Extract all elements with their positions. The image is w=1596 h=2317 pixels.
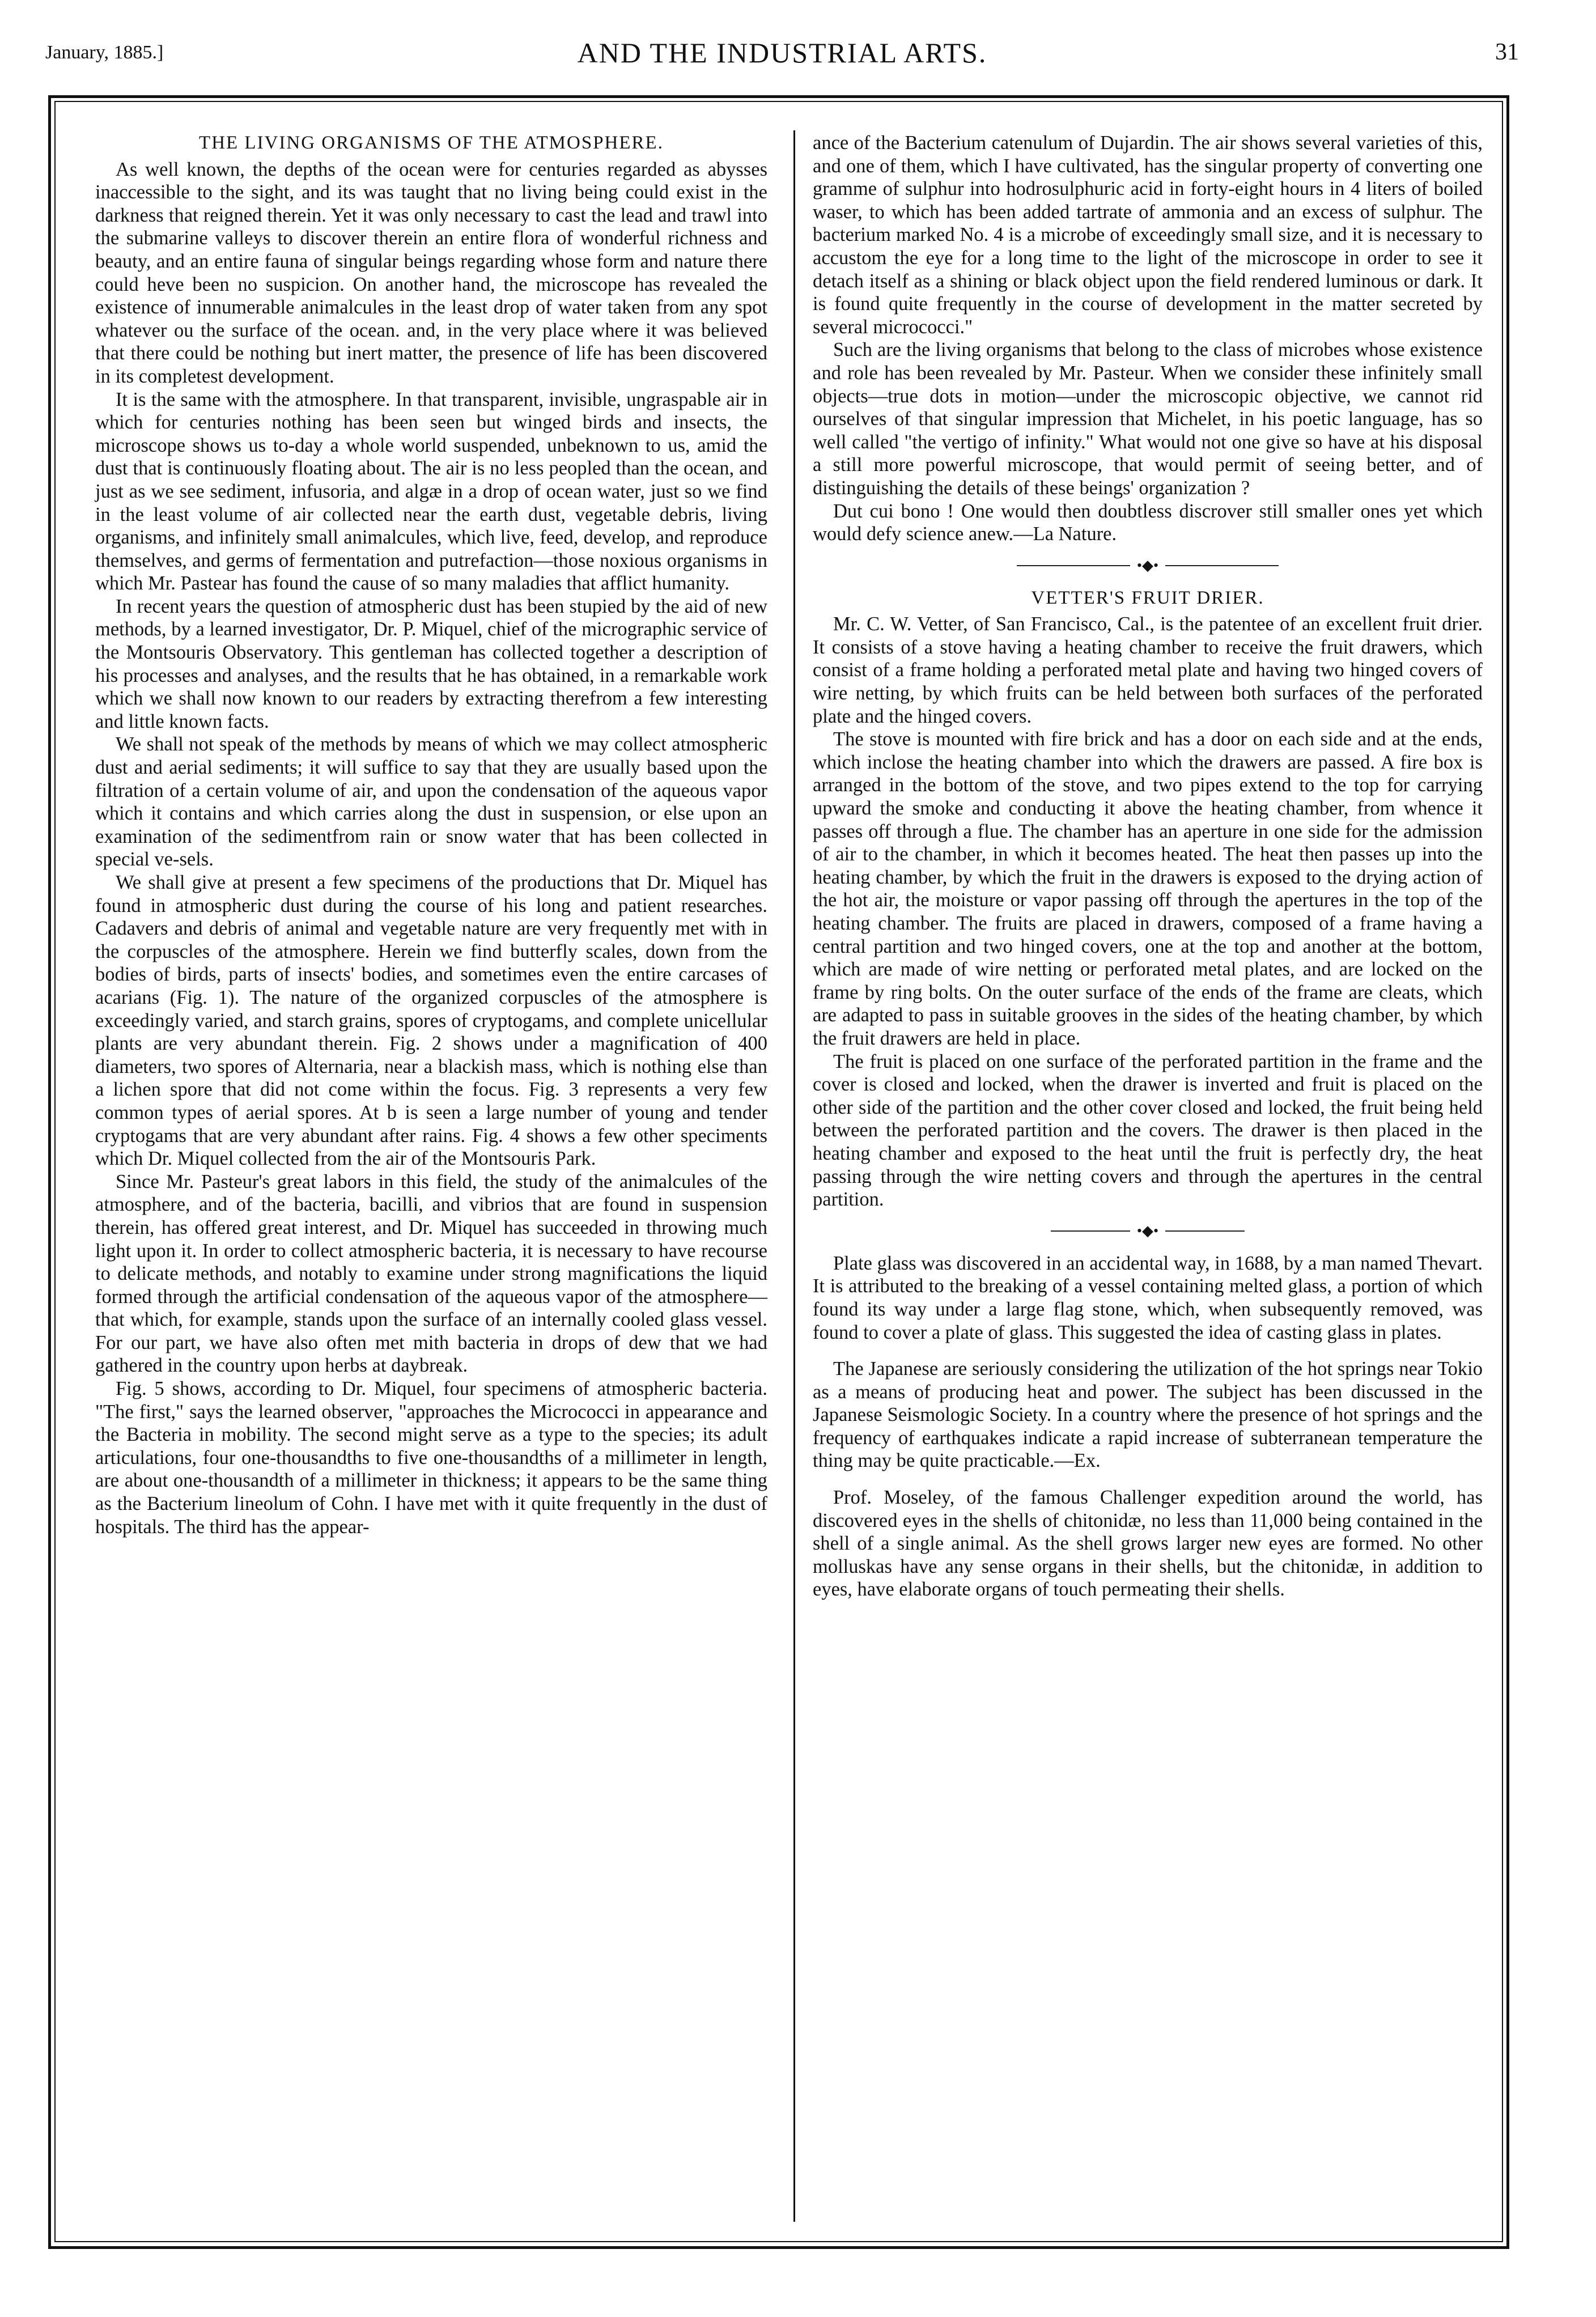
article-paragraph: As well known, the depths of the ocean were for centuries regarded as abysses inaccessible to the sight, and its was taught that no living being could exist in the darkness that reigned therein. Yet it was only necessary to cast the lead and trawl into the submarine valleys to discover therein an entire flora of wonderful richness and beauty, and an entire fauna of singular beings regarding whose form and nature there could heve been no suspicion. On another hand, the microscope has revealed the existence of innumerable animalcules in the least drop of water taken from any spot whatever ou the surface of the ocean. and, in the very place where it was believed that there could be nothing but inert matter, the presence of life has been discovered in its completest development. xyxy=(95,158,767,387)
section-separator xyxy=(813,1211,1483,1252)
separator-line-right xyxy=(1165,1230,1245,1232)
article-paragraph: The stove is mounted with fire brick and has a door on each side and at the ends, which inclose the heating chamber into which the drawers are passed. A fire box is arranged in the bottom of the stove, and two pipes extend to the top for carrying upward the smoke and conducting it above the heating chamber, from whence it passes off through a flue. The chamber has an aperture in one side for the admission of air to the chamber, in which it becomes heated. The heat then passes up into the heating chamber, by which the fruit in the drawers is exposed to the drying action of the hot air, the moisture or vapor passing off through the apertures in the top of the heating chamber. The fruits are placed in drawers, composed of a frame having a central partition and two hinged covers, one at the top and another at the bottom, which are made of wire netting or perforated metal plates, and are locked on the frame by ring bolts. On the outer surface of the ends of the frame are cleats, which are adapted to pass in suitable grooves in the sides of the heating chamber, by which the fruit drawers are held in place. xyxy=(813,728,1483,1049)
separator-line-left xyxy=(1017,565,1130,566)
section-separator xyxy=(813,546,1483,587)
separator-ornament: •◆• xyxy=(1136,1222,1159,1239)
article-paragraph: Mr. C. W. Vetter, of San Francisco, Cal., is the patentee of an excellent fruit drier. It consists of a stove having a heating chamber to receive the fruit drawers, which consist of a frame holding a perforated metal plate and having two hinged covers of wire netting, by which fruits can be held between both surfaces of the perforated plate and the hinged covers. xyxy=(813,613,1483,727)
note-plate-glass: Plate glass was discovered in an accidental way, in 1688, by a man named Thevart. It is attributed to the breaking of a vessel containing melted glass, a portion of which found its way under a large flag stone, which, when subsequently removed, was found to cover a plate of glass. This suggested the idea of casting glass in plates. xyxy=(813,1252,1483,1343)
article-source-line: Dut cui bono ! One would then doubtless discrover still smaller ones yet which would defy science anew.—La Nature. xyxy=(813,500,1483,545)
note-spacer xyxy=(813,1344,1483,1357)
column-divider xyxy=(793,130,795,2222)
separator-line-left xyxy=(1051,1230,1130,1232)
article-paragraph: Such are the living organisms that belong to the class of microbes whose existence and role has been revealed by Mr. Pasteur. When we consider these infinitely small objects—true dots in motion—under the microscopic objective, we cannot rid ourselves of that singular impression that Michelet, in his poetic language, has so well called "the vertigo of infinity." What would not one give so have at his disposal a still more powerful microscope, that would permit of seeing better, and of distinguishing the details of these beings' organization ? xyxy=(813,339,1483,499)
separator-line-right xyxy=(1165,565,1279,566)
right-column xyxy=(813,131,1483,1601)
note-chitonidae-eyes: Prof. Moseley, of the famous Challenger expedition around the world, has discovered eyes in the shells of chitonidæ, no less than 11,000 being contained in the shell of a single animal. As the shell grows larger new eyes are formed. No other molluskas have any sense organs in their shells, but the chitonidæ, in addition to eyes, have elaborate organs of touch permeating their shells. xyxy=(813,1487,1483,1601)
article-paragraph: It is the same with the atmosphere. In that transparent, invisible, ungraspable air in which for centuries nothing has been seen but winged birds and insects, the microscope shows us to-day a whole world suspended, unbeknown to us, amid the dust that is continuously floating about. The air is no less peopled than the ocean, and just as we see sediment, infusoria, and algæ in a drop of ocean water, just so we find in the least volume of air collected near the earth dust, vegetable debris, living organisms, and infinitely small animalcules, which live, feed, develop, and reproduce themselves, and germs of fermentation and putrefaction—those noxious organisms in which Mr. Pastear has found the cause of so many maladies that afflict humanity. xyxy=(95,388,767,595)
article-paragraph: The fruit is placed on one surface of the perforated partition in the frame and the cover is closed and locked, when the drawer is inverted and fruit is placed on the other side of the partition and the other cover closed and locked, the fruit being held between the perforated partition and the covers. The drawer is then placed in the heating chamber and exposed to the heat until the fruit is perfectly dry, the heat passing through the wire netting covers and through the apertures in the central partition. xyxy=(813,1050,1483,1211)
article-paragraph: Since Mr. Pasteur's great labors in this field, the study of the animalcules of the atmosphere, and of the bacteria, bacilli, and vibrios that are found in suspension therein, has offered great interest, and Dr. Miquel has succeeded in throwing much light upon it. In order to collect atmospheric bacteria, it is necessary to have recourse to delicate methods, and notably to examine under strong magnifications the liquid formed through the artificial condensation of the aqueous vapor of the atmosphere—that which, for example, stands upon the surface of an internally cooled glass vessel. For our part, we have also often met mith bacteria in drops of dew that we had gathered in the country upon herbs at daybreak. xyxy=(95,1170,767,1377)
separator-ornament: •◆• xyxy=(1136,557,1159,574)
page-header xyxy=(45,33,1519,73)
note-japanese-hot-springs: The Japanese are seriously considering the utilization of the hot springs near Tokio as a means of producing heat and power. The subject has been discussed in the Japanese Seismologic Society. In a country where the presence of hot springs and the frequency of earthquakes indicate a rapid increase of subterranean temperature the thing may be quite practicable.—Ex. xyxy=(813,1358,1483,1472)
article-title-living-organisms: THE LIVING ORGANISMS OF THE ATMOSPHERE. xyxy=(199,133,664,153)
issue-date: January, 1885.] xyxy=(45,42,164,63)
left-column xyxy=(95,131,767,1538)
article-paragraph: We shall not speak of the methods by means of which we may collect atmospheric dust and aerial sediments; it will suffice to say that they are usually based upon the filtration of a certain volume of air, and upon the condensation of the aqueous vapor which it contains and which carries along the dust in suspension, or else upon an examination of the sedimentfrom rain or snow water that has been collected in special ve-sels. xyxy=(95,733,767,871)
article-title-fruit-drier: VETTER'S FRUIT DRIER. xyxy=(1031,587,1264,608)
page-number: 31 xyxy=(1495,39,1519,65)
note-spacer xyxy=(813,1472,1483,1486)
article-continuation: ance of the Bacterium catenulum of Dujardin. The air shows several varieties of this, and one of them, which I have cultivated, has the singular property of converting one gramme of sulphur into hodrosulphuric acid in forty-eight hours in 4 liters of boiled waser, to which has been added tartrate of ammonia and an excess of sulphur. The bacterium marked No. 4 is a microbe of exceedingly small size, and it is necessary to accustom the eye for a long time to the light of the microscope in order to see it detach itself as a shining or black object upon the field rendered luminous or dark. It is found quite frequently in the course of development in the matter secreted by several micrococci." xyxy=(813,132,1483,338)
running-title: AND THE INDUSTRIAL ARTS. xyxy=(577,37,987,69)
article-paragraph: In recent years the question of atmospheric dust has been stupied by the aid of new methods, by a learned investigator, Dr. P. Miquel, chief of the micrographic service of the Montsouris Observatory. This gentleman has collected together a description of his processes and analyses, and the results that he has obtained, in a remarkable work which we shall now known to our readers by extracting therefrom a few interesting and little known facts. xyxy=(95,595,767,732)
article-paragraph: Fig. 5 shows, according to Dr. Miquel, four specimens of atmospheric bacteria. "The first," says the learned observer, "approaches the Micrococci in appearance and the Bacteria in mobility. The second might serve as a type to the species; its adult articulations, four one-thousandths to five one-thousandths of a millimeter in length, are about one-thousandth of a millimeter in thickness; it appears to be the same thing as the Bacterium lineolum of Cohn. I have met with it quite frequently in the dust of hospitals. The third has the appear- xyxy=(95,1378,767,1538)
article-paragraph: We shall give at present a few specimens of the productions that Dr. Miquel has found in atmospheric dust during the course of his long and patient researches. Cadavers and debris of animal and vegetable nature are very frequently met with in the corpuscles of the atmosphere. Herein we find butterfly scales, down from the bodies of birds, parts of insects' bodies, and sometimes even the entire carcases of acarians (Fig. 1). The nature of the organized corpuscles of the atmosphere is exceedingly varied, and starch grains, spores of cryptogams, and complete unicellular plants are very abundant therein. Fig. 2 shows under a magnification of 400 diameters, two spores of Alternaria, near a blackish mass, which is nothing else than a lichen spore that did not come within the focus. Fig. 3 represents a very few common types of aerial spores. At b is seen a large number of young and tender cryptogams that are very abundant after rains. Fig. 4 shows a few other speciments which Dr. Miquel collected from the air of the Montsouris Park. xyxy=(95,872,767,1170)
